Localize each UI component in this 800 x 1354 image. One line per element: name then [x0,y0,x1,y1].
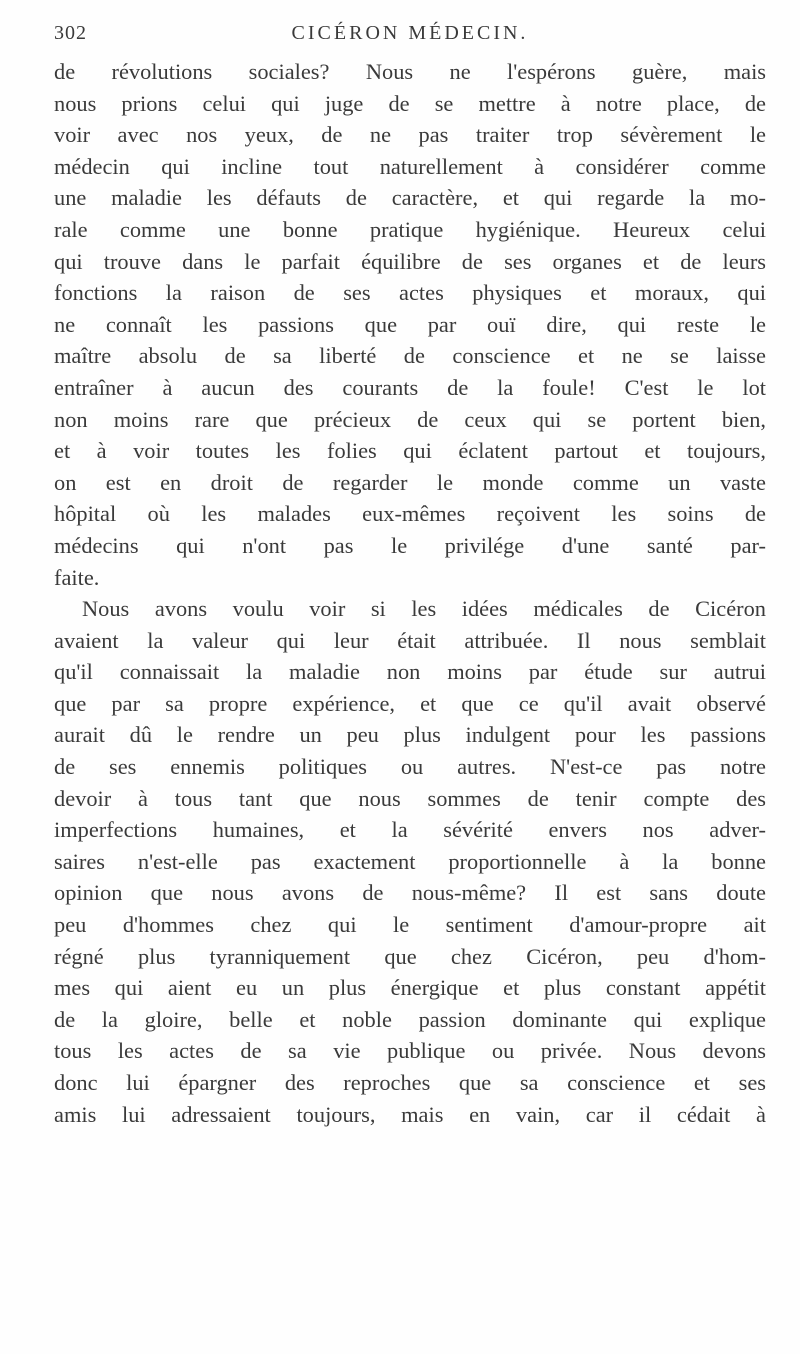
text-line: médecin qui incline tout naturellement à considérer comme [54,153,766,179]
text-line: une maladie les défauts de caractère, et qui regarde la mo- [54,185,766,211]
text-line: mes qui aient eu un plus énergique et plus constant appétit [54,975,766,1001]
text-line: de ses ennemis politiques ou autres. N'est-ce pas notre [54,754,766,780]
text-line: non moins rare que précieux de ceux qui se portent bien, [54,406,766,432]
text-line: aurait dû le rendre un peu plus indulgent pour les passions [54,722,766,748]
text-line: entraîner à aucun des courants de la foule! C'est le lot [54,374,766,400]
text-line: voir avec nos yeux, de ne pas traiter trop sévèrement le [54,122,766,148]
text-line: fonctions la raison de ses actes physiques et moraux, qui [54,280,766,306]
text-line: et à voir toutes les folies qui éclatent partout et toujours, [54,438,766,464]
text-line: on est en droit de regarder le monde comme un vaste [54,469,766,495]
text-line: de la gloire, belle et noble passion dominante qui explique [54,1006,766,1032]
text-line: amis lui adressaient toujours, mais en vain, car il cédait à [54,1101,766,1127]
text-line: maître absolu de sa liberté de conscience et ne se laisse [54,343,766,369]
text-line: opinion que nous avons de nous-même? Il est sans doute [54,880,766,906]
text-line: devoir à tous tant que nous sommes de tenir compte des [54,785,766,811]
text-line: que par sa propre expérience, et que ce qu'il avait observé [54,690,766,716]
text-line: saires n'est-elle pas exactement proportionnelle à la bonne [54,848,766,874]
text-line: de révolutions sociales? Nous ne l'espérons guère, mais [54,59,766,84]
text-line: tous les actes de sa vie publique ou privée. Nous devons [54,1038,766,1064]
text-line: rale comme une bonne pratique hygiénique. Heureux celui [54,216,766,242]
text-line: médecins qui n'ont pas le privilége d'une santé par- [54,532,766,558]
text-line: peu d'hommes chez qui le sentiment d'amour-propre ait [54,912,766,938]
page-header [54,22,766,52]
text-line: qu'il connaissait la maladie non moins par étude sur autrui [54,659,766,685]
text-line: avaient la valeur qui leur était attribuée. Il nous semblait [54,627,766,653]
text-line: donc lui épargner des reproches que sa conscience et ses [54,1070,766,1095]
running-head: CICÉRON MÉDECIN. [291,22,529,44]
body-text [54,56,766,1130]
page-number: 302 [54,22,87,44]
text-line: régné plus tyranniquement que chez Cicéron, peu d'hom- [54,943,766,969]
text-line: hôpital où les malades eux-mêmes reçoivent les soins de [54,501,766,527]
paragraph-start-line: Nous avons voulu voir si les idées médicales de Cicéron [82,596,766,622]
paragraph-end-line: faite. [54,564,100,590]
text-line: nous prions celui qui juge de se mettre à notre place, de [54,90,766,116]
text-line: ne connaît les passions que par ouï dire, qui reste le [54,311,766,337]
text-line: imperfections humaines, et la sévérité envers nos adver- [54,817,766,843]
text-line: qui trouve dans le parfait équilibre de ses organes et de leurs [54,248,766,274]
